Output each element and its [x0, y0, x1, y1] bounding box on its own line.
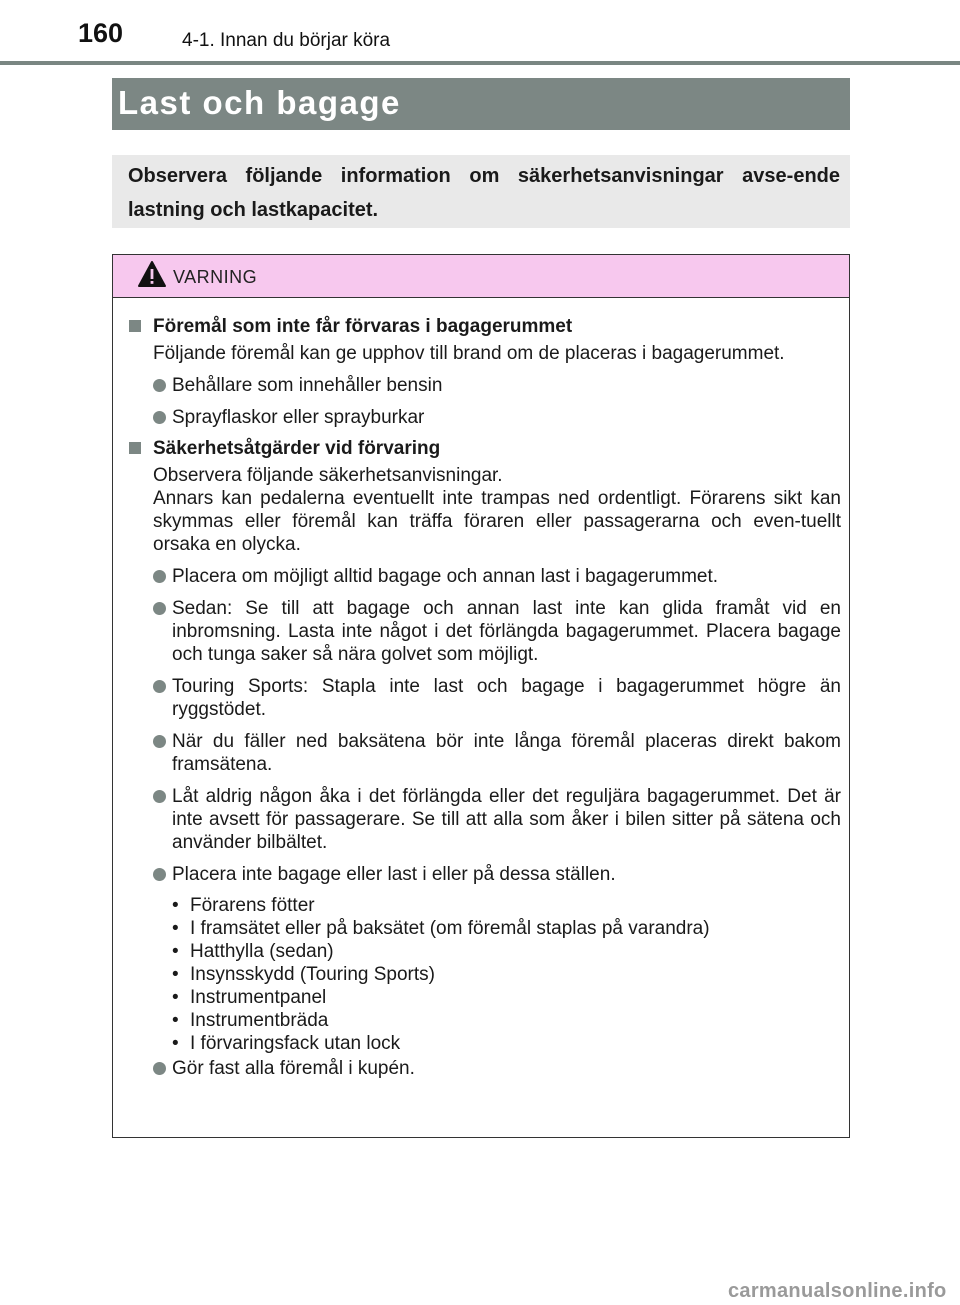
page-header	[0, 0, 960, 64]
small-bullet-icon: •	[172, 964, 179, 985]
paragraph: Följande föremål kan ge upphov till brand om de placeras i bagagerummet.	[153, 343, 785, 364]
round-bullet-icon	[153, 570, 166, 583]
round-bullet-icon	[153, 868, 166, 881]
sub-list-item-text: Förarens fötter	[190, 895, 315, 916]
section-heading-text: Föremål som inte får förvaras i bagagerummet	[153, 316, 573, 337]
small-bullet-icon: •	[172, 1010, 179, 1031]
list-item	[129, 785, 841, 854]
round-bullet-icon	[153, 379, 166, 392]
sub-list-item	[172, 963, 841, 986]
small-bullet-icon: •	[172, 895, 179, 916]
sub-list-item-text: Hatthylla (sedan)	[190, 941, 334, 962]
section-heading	[129, 315, 841, 338]
sub-list-item-text: Instrumentpanel	[190, 987, 327, 1008]
small-bullet-icon: •	[172, 987, 179, 1008]
round-bullet-icon	[153, 790, 166, 803]
list-item	[129, 730, 841, 776]
sub-list-item	[172, 1009, 841, 1032]
round-bullet-icon	[153, 602, 166, 615]
page-number: 160	[78, 18, 124, 48]
section-heading	[129, 437, 841, 460]
list-item-text: Placera om möjligt alltid bagage och annan last i bagagerummet.	[172, 566, 719, 587]
list-item	[129, 1057, 841, 1080]
sub-list-item	[172, 986, 841, 1009]
list-item	[129, 565, 841, 588]
small-bullet-icon: •	[172, 1033, 179, 1054]
list-item-text: Touring Sports: Stapla inte last och bagage i bagagerummet högre än ryggstödet.	[172, 676, 841, 720]
sub-list-item	[172, 894, 841, 917]
sub-list-item	[172, 1032, 841, 1055]
warning-header	[113, 255, 849, 298]
list-item-text: Sedan: Se till att bagage och annan last inte kan glida framåt vid en inbromsning. Lasta inte något i det förlängda bagagerummet. Placera bagage och tunga saker så nära golvet som möjligt.	[172, 598, 841, 665]
intro-text: Observera följande information om säkerhetsanvisningar avse-ende lastning och lastkapacitet.	[128, 165, 840, 221]
sub-list-item	[172, 940, 841, 963]
square-bullet-icon	[129, 442, 141, 454]
header-divider	[0, 61, 960, 65]
sub-list-item-text: I framsätet eller på baksätet (om föremål staplas på varandra)	[190, 918, 710, 939]
square-bullet-icon	[129, 320, 141, 332]
small-bullet-icon: •	[172, 941, 179, 962]
chapter-title: 4-1. Innan du börjar köra	[182, 30, 391, 51]
warning-triangle-icon	[137, 260, 167, 288]
round-bullet-icon	[153, 411, 166, 424]
warning-label: VARNING	[173, 267, 258, 287]
watermark: carmanualsonline.info	[728, 1280, 947, 1302]
list-item-text: Placera inte bagage eller last i eller på dessa ställen.	[172, 864, 616, 885]
list-item-text: Gör fast alla föremål i kupén.	[172, 1058, 415, 1079]
list-item	[129, 675, 841, 721]
round-bullet-icon	[153, 1062, 166, 1075]
intro-box	[112, 155, 850, 228]
sub-list	[129, 894, 841, 1055]
round-bullet-icon	[153, 735, 166, 748]
warning-content	[129, 315, 841, 1080]
paragraph: Observera följande säkerhetsanvisningar.	[153, 465, 503, 486]
sub-list-item-text: Instrumentbräda	[190, 1010, 329, 1031]
list-item	[129, 597, 841, 666]
sub-list-item-text: Insynsskydd (Touring Sports)	[190, 964, 435, 985]
list-item-text: Låt aldrig någon åka i det förlängda eller det reguljära bagagerummet. Det är inte avsett för passagerare. Se till att alla som åker i bilen sitter på sätena och använder bilbältet.	[172, 786, 841, 853]
list-item-text: Sprayflaskor eller sprayburkar	[172, 407, 425, 428]
list-item	[129, 406, 841, 429]
list-item-text: När du fäller ned baksätena bör inte långa föremål placeras direkt bakom framsätena.	[172, 731, 841, 775]
list-item	[129, 374, 841, 397]
section-heading-text: Säkerhetsåtgärder vid förvaring	[153, 438, 441, 459]
warning-box	[112, 254, 850, 1138]
round-bullet-icon	[153, 680, 166, 693]
section-title: Last och bagage	[118, 84, 401, 121]
paragraph: Annars kan pedalerna eventuellt inte trampas ned ordentligt. Förarens sikt kan skymmas eller föremål kan träffa föraren eller passagerarna och even-tuellt orsaka en olycka.	[153, 488, 841, 555]
small-bullet-icon: •	[172, 918, 179, 939]
sub-list-item	[172, 917, 841, 940]
list-item	[129, 863, 841, 886]
list-item-text: Behållare som innehåller bensin	[172, 375, 443, 396]
sub-list-item-text: I förvaringsfack utan lock	[190, 1033, 401, 1054]
